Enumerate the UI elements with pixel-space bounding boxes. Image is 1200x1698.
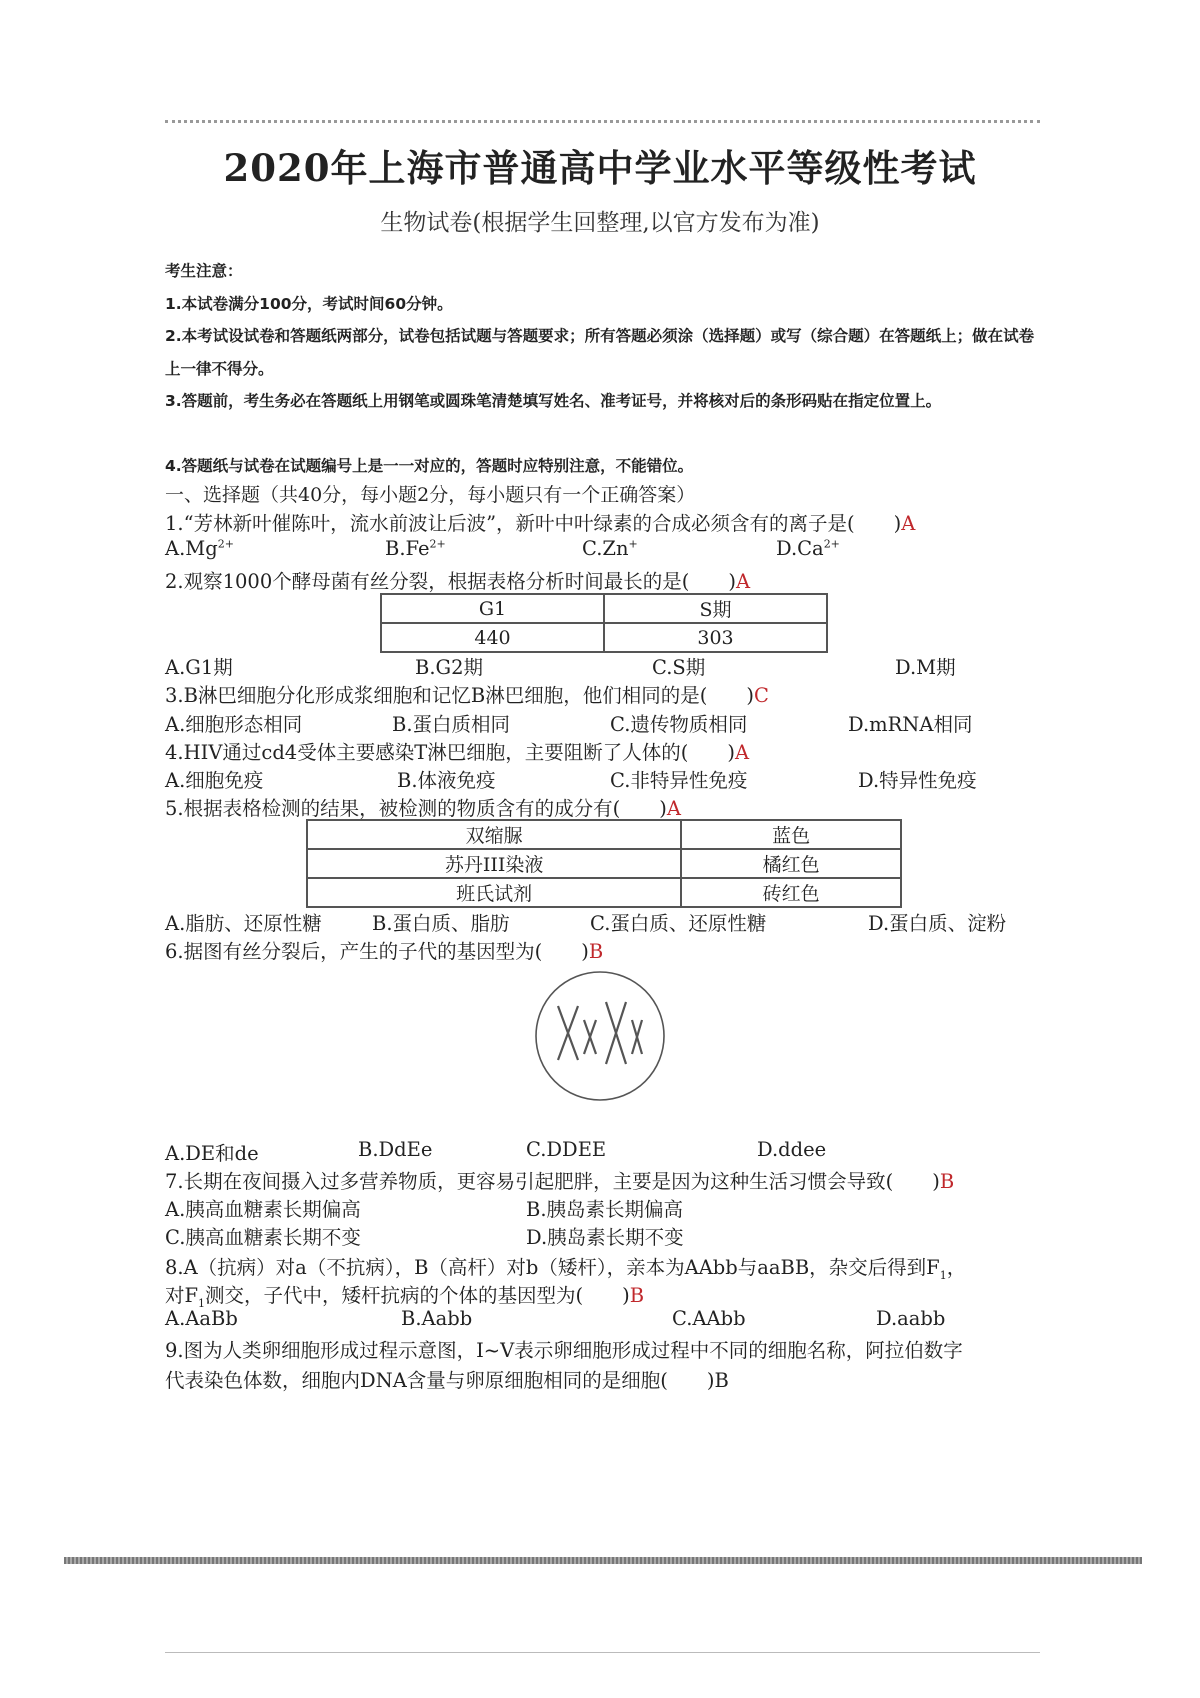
top-divider — [165, 120, 1040, 123]
answer-mark: B — [588, 940, 604, 963]
q7-option-b: B.胰岛素长期偏高 — [526, 1198, 684, 1221]
q8-option-d: D.aabb — [876, 1307, 946, 1330]
answer-mark: A — [901, 512, 916, 535]
question-4-stem — [165, 737, 749, 765]
cell-outline — [536, 972, 664, 1100]
q5-option-a: A.脂肪、还原性糖 — [165, 912, 322, 935]
question-9-line-1: 9.图为人类卵细胞形成过程示意图，I~V表示卵细胞形成过程中不同的细胞名称，阿拉伯数字 — [165, 1339, 963, 1362]
question-text: 7.长期在夜间摄入过多营养物质，更容易引起肥胖，主要是因为这种生活习惯会导致( ) — [165, 1170, 940, 1193]
table-cell: 苏丹III染液 — [307, 849, 681, 878]
q3-option-a: A.细胞形态相同 — [165, 713, 303, 736]
q7-option-d: D.胰岛素长期不变 — [526, 1226, 684, 1249]
notice-item-4: 4.答题纸与试卷在试题编号上是一一对应的，答题时应特别注意，不能错位。 — [165, 457, 694, 475]
answer-mark: A — [734, 741, 750, 764]
q8-option-a: A.AaBb — [165, 1307, 238, 1330]
question-text: 1.“芳林新叶催陈叶，流水前波让后波”，新叶中叶绿素的合成必须含有的离子是( ) — [165, 512, 902, 535]
page-break-divider — [64, 1557, 1142, 1564]
q7-option-c: C.胰高血糖素长期不变 — [165, 1226, 361, 1249]
q4-option-b: B.体液免疫 — [397, 769, 496, 792]
cell-division-figure — [532, 968, 668, 1104]
question-8-line-2: 对$F_1$测交，子代中，矮杆抗病的个体的基因型为( )B — [165, 1284, 645, 1310]
section-heading: 一、选择题（共40分，每小题2分，每小题只有一个正确答案） — [165, 484, 696, 506]
notice-heading: 考生注意： — [165, 262, 243, 280]
q5-option-d: D.蛋白质、淀粉 — [868, 912, 1007, 935]
chromosome — [584, 1020, 596, 1054]
q1-option-d: $D.Ca^{2+}$ — [776, 537, 840, 560]
question-7-stem — [165, 1166, 954, 1194]
table-cell: 橘红色 — [681, 849, 901, 878]
q5-option-b: B.蛋白质、脂肪 — [372, 912, 510, 935]
q4-option-d: D.特异性免疫 — [858, 769, 977, 792]
table-cell: 班氏试剂 — [307, 878, 681, 907]
question-text: 3.B淋巴细胞分化形成浆细胞和记忆B淋巴细胞，他们相同的是( ) — [165, 684, 754, 707]
answer-mark: B — [629, 1284, 645, 1307]
q8-option-b: B.Aabb — [401, 1307, 473, 1330]
chromosome — [632, 1020, 642, 1054]
q1-option-b: $B.Fe^{2+}$ — [385, 537, 446, 560]
question-5-stem — [165, 793, 681, 821]
q4-option-c: C.非特异性免疫 — [610, 769, 748, 792]
question-9-line-2: 代表染色体数，细胞内DNA含量与卵原细胞相同的是细胞( )B — [165, 1369, 729, 1392]
question-text: 6.据图有丝分裂后，产生的子代的基因型为( ) — [165, 940, 589, 963]
answer-mark: B — [939, 1170, 955, 1193]
q5-option-c: C.蛋白质、还原性糖 — [590, 912, 767, 935]
q6-option-c: C.DDEE — [526, 1138, 607, 1161]
q7-option-a: A.胰高血糖素长期偏高 — [165, 1198, 361, 1221]
page-title: 2020年上海市普通高中学业水平等级性考试 — [223, 146, 977, 190]
answer-mark: A — [735, 570, 751, 593]
q4-option-a: A.细胞免疫 — [165, 769, 264, 792]
answer-mark: C — [753, 684, 769, 707]
q2-option-d: D.M期 — [895, 656, 956, 679]
q2-table — [380, 593, 828, 653]
chromosome — [606, 1002, 626, 1064]
question-2-stem — [165, 566, 750, 594]
chromosomes — [558, 1002, 642, 1064]
table-cell: G1 — [381, 594, 604, 623]
q1-option-a: $A.Mg^{2+}$ — [165, 537, 234, 560]
q6-option-d: D.ddee — [757, 1138, 827, 1161]
q3-option-d: D.mRNA相同 — [848, 713, 973, 736]
q5-table — [306, 819, 902, 908]
bottom-divider — [165, 1652, 1040, 1653]
table-cell: 303 — [604, 623, 827, 652]
question-6-stem — [165, 936, 603, 964]
table-cell: 双缩脲 — [307, 820, 681, 849]
question-3-stem — [165, 680, 769, 708]
q3-option-b: B.蛋白质相同 — [392, 713, 511, 736]
q2-option-a: A.G1期 — [165, 656, 233, 679]
q6-option-a: A.DE和de — [165, 1142, 259, 1165]
notice-item-3: 3.答题前，考生务必在答题纸上用钢笔或圆珠笔清楚填写姓名、准考证号，并将核对后的条形码贴在指定位置上。 — [165, 392, 942, 410]
table-cell: 蓝色 — [681, 820, 901, 849]
question-8-line-1: 8.A（抗病）对a（不抗病），B（高杆）对b（矮杆），亲本为AAbb与aaBB，杂交后得到$F_1$， — [165, 1256, 967, 1282]
notice-item-2: 2.本考试设试卷和答题纸两部分，试卷包括试题与答题要求；所有答题必须涂（选择题）或写（综合题）在答题纸上；做在试卷上一律不得分。 — [165, 327, 1035, 378]
table-cell: 砖红色 — [681, 878, 901, 907]
question-text: 5.根据表格检测的结果，被检测的物质含有的成分有( ) — [165, 797, 667, 820]
table-cell: 440 — [381, 623, 604, 652]
q6-option-b: B.DdEe — [358, 1138, 433, 1161]
question-1-stem — [165, 508, 915, 536]
q1-option-c: C.Zn+ — [582, 537, 638, 560]
question-text: 2.观察1000个酵母菌有丝分裂，根据表格分析时间最长的是( ) — [165, 570, 736, 593]
answer-mark: A — [666, 797, 681, 820]
table-cell: S期 — [604, 594, 827, 623]
q3-option-c: C.遗传物质相同 — [610, 713, 748, 736]
question-text: 4.HIV通过cd4受体主要感染T淋巴细胞，主要阻断了人体的( ) — [165, 741, 735, 764]
q2-option-b: B.G2期 — [415, 656, 484, 679]
q8-option-c: C.AAbb — [672, 1307, 746, 1330]
page-subtitle: 生物试卷(根据学生回整理,以官方发布为准) — [380, 210, 820, 236]
chromosome — [558, 1006, 578, 1060]
q2-option-c: C.S期 — [652, 656, 706, 679]
notice-item-1: 1.本试卷满分100分，考试时间60分钟。 — [165, 295, 453, 313]
